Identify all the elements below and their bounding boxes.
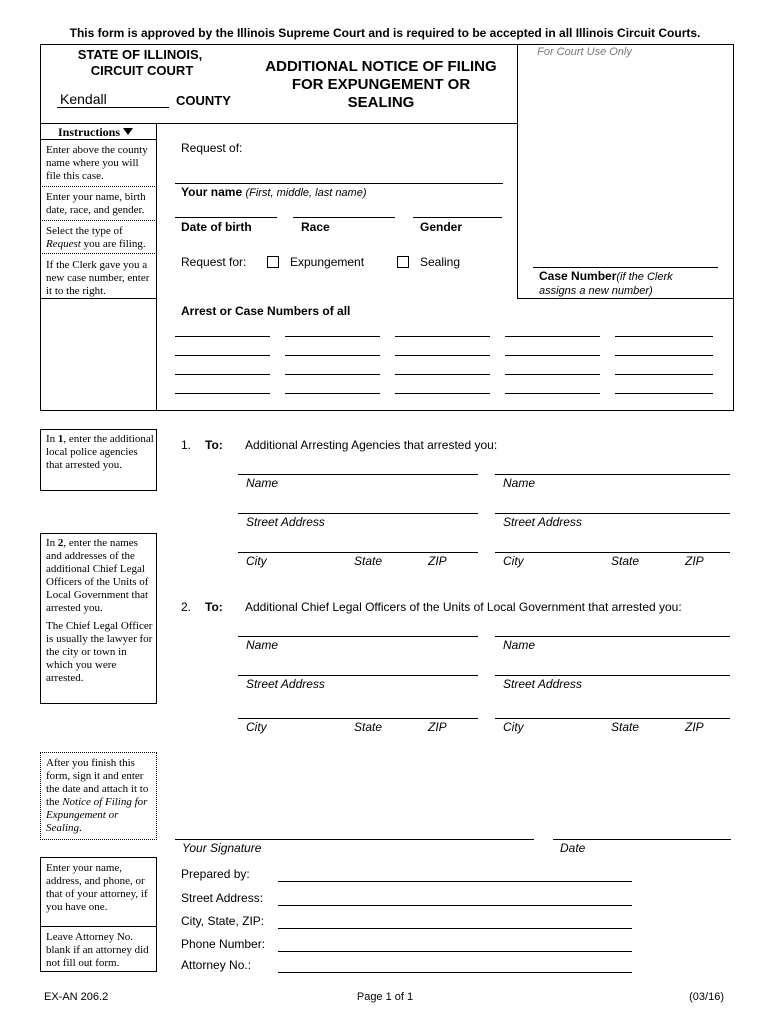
side-note-2-text: In 2, enter the names and addresses of the additional Chief Legal Officers of the Units of Local Government that arrested you. The Chief Legal Officer is usually the lawyer for the city or town in which you were arrested. bbox=[46, 537, 153, 684]
s1-right-name-field[interactable] bbox=[495, 474, 730, 475]
arrest-number-field[interactable] bbox=[615, 374, 713, 375]
frame-bottom-rule bbox=[40, 410, 734, 411]
request-of-underline bbox=[175, 183, 503, 184]
instruction-request-type: Select the type of Request you are filing. bbox=[46, 225, 146, 250]
instructions-bottom-rule bbox=[40, 298, 157, 299]
section-1-to: To: bbox=[205, 438, 223, 452]
dob-underline bbox=[175, 217, 277, 218]
s2-right-city-field[interactable] bbox=[495, 718, 730, 719]
arrest-numbers-label: Arrest or Case Numbers of all bbox=[181, 304, 351, 318]
s1-left-name-field[interactable] bbox=[238, 474, 478, 475]
state-label: STATE OF ILLINOIS, bbox=[77, 47, 203, 62]
section-2-to: To: bbox=[205, 600, 223, 614]
prepared-attorney-label: Attorney No.: bbox=[181, 958, 252, 972]
gender-underline bbox=[413, 217, 502, 218]
case-number-hint: assigns a new number) bbox=[539, 285, 653, 297]
s2-left-street-label: Street Address bbox=[246, 677, 325, 691]
arrest-number-field[interactable] bbox=[505, 336, 600, 337]
your-name-label: Your name (First, middle, last name) bbox=[181, 185, 367, 199]
section-2-heading: Additional Chief Legal Officers of the Units of Local Government that arrested you: bbox=[245, 600, 682, 614]
instruction-county: Enter above the county name where you will file this case. bbox=[46, 144, 148, 182]
court-use-label: For Court Use Only bbox=[537, 46, 632, 58]
prepared-street-label: Street Address: bbox=[181, 891, 264, 905]
s2-right-street-label: Street Address bbox=[503, 677, 582, 691]
arrest-number-field[interactable] bbox=[395, 355, 490, 356]
s1-right-state-label: State bbox=[611, 554, 640, 568]
prepared-by-field[interactable] bbox=[278, 881, 632, 882]
case-number-underline bbox=[533, 267, 718, 268]
s2-right-zip-label: ZIP bbox=[685, 720, 704, 734]
prepared-attorney-field[interactable] bbox=[278, 972, 632, 973]
arrest-number-field[interactable] bbox=[175, 374, 270, 375]
county-label: COUNTY bbox=[176, 93, 231, 108]
date-label: Date bbox=[560, 841, 586, 855]
arrest-number-field[interactable] bbox=[395, 374, 490, 375]
instructions-heading-rule bbox=[40, 139, 157, 140]
s1-left-city-field[interactable] bbox=[238, 552, 478, 553]
prepared-street-field[interactable] bbox=[278, 905, 632, 906]
race-label: Race bbox=[301, 220, 330, 234]
arrest-number-field[interactable] bbox=[285, 336, 380, 337]
s1-right-city-field[interactable] bbox=[495, 552, 730, 553]
s1-left-street-field[interactable] bbox=[238, 513, 478, 514]
section-2-number: 2. bbox=[181, 600, 192, 614]
prepared-city-label: City, State, ZIP: bbox=[181, 914, 265, 928]
arrest-number-field[interactable] bbox=[615, 393, 713, 394]
arrest-number-field[interactable] bbox=[285, 374, 380, 375]
gender-label: Gender bbox=[420, 220, 463, 234]
s2-right-city-label: City bbox=[503, 720, 524, 734]
instructions-heading: Instructions bbox=[58, 125, 133, 140]
side-note-4-5-divider bbox=[40, 926, 157, 927]
header-bottom-rule bbox=[40, 123, 518, 124]
s1-left-zip-label: ZIP bbox=[428, 554, 447, 568]
s1-left-city-label: City bbox=[246, 554, 267, 568]
side-note-3-text: After you finish this form, sign it and enter the date and attach it to the Notice of Filing for Expungement or Sealing. bbox=[46, 757, 149, 834]
s2-right-state-label: State bbox=[611, 720, 640, 734]
arrest-number-field[interactable] bbox=[285, 393, 380, 394]
arrest-number-field[interactable] bbox=[175, 336, 270, 337]
frame-right-rule bbox=[733, 44, 734, 410]
prepared-city-field[interactable] bbox=[278, 928, 632, 929]
caret-down-icon bbox=[123, 128, 133, 135]
s2-left-zip-label: ZIP bbox=[428, 720, 447, 734]
s1-right-name-label: Name bbox=[503, 476, 536, 490]
s2-right-name-label: Name bbox=[503, 638, 536, 652]
s2-left-city-label: City bbox=[246, 720, 267, 734]
side-note-5-text: Leave Attorney No. blank if an attorney did not fill out form. bbox=[46, 931, 149, 969]
arrest-number-field[interactable] bbox=[175, 355, 270, 356]
s1-left-state-label: State bbox=[354, 554, 383, 568]
instructions-divider bbox=[156, 123, 157, 410]
instruction-sep-2 bbox=[40, 220, 157, 221]
expungement-checkbox[interactable] bbox=[267, 256, 279, 268]
court-use-bottom-rule bbox=[517, 298, 734, 299]
request-for-label: Request for: bbox=[181, 255, 247, 269]
form-id: EX-AN 206.2 bbox=[44, 991, 109, 1003]
arrest-number-field[interactable] bbox=[395, 393, 490, 394]
frame-left-rule bbox=[40, 44, 41, 410]
s1-left-name-label: Name bbox=[246, 476, 279, 490]
prepared-phone-field[interactable] bbox=[278, 951, 632, 952]
arrest-number-field[interactable] bbox=[505, 355, 600, 356]
s1-left-street-label: Street Address bbox=[246, 515, 325, 529]
county-name-field[interactable]: Kendall bbox=[60, 91, 107, 107]
arrest-number-field[interactable] bbox=[615, 355, 713, 356]
s2-right-name-field[interactable] bbox=[495, 636, 730, 637]
approval-notice: This form is approved by the Illinois Supreme Court and is required to be accepted in all Illinois Circuit Courts. bbox=[69, 26, 701, 40]
s2-left-name-field[interactable] bbox=[238, 636, 478, 637]
section-1-number: 1. bbox=[181, 438, 192, 452]
arrest-number-field[interactable] bbox=[395, 336, 490, 337]
signature-label: Your Signature bbox=[182, 841, 262, 855]
s2-left-street-field[interactable] bbox=[238, 675, 478, 676]
instruction-sep-3 bbox=[40, 253, 157, 254]
arrest-number-field[interactable] bbox=[175, 393, 270, 394]
case-number-label: Case Number(if the Clerk bbox=[539, 269, 673, 283]
county-underline bbox=[57, 107, 169, 108]
arrest-number-field[interactable] bbox=[505, 374, 600, 375]
section-1-heading: Additional Arresting Agencies that arrested you: bbox=[245, 438, 498, 452]
s2-right-street-field[interactable] bbox=[495, 675, 730, 676]
s1-right-street-field[interactable] bbox=[495, 513, 730, 514]
side-note-1-text: In 1, enter the additional local police agencies that arrested you. bbox=[46, 433, 154, 471]
race-underline bbox=[293, 217, 395, 218]
sealing-checkbox[interactable] bbox=[397, 256, 409, 268]
signature-field[interactable] bbox=[175, 839, 534, 840]
dob-label: Date of birth bbox=[181, 220, 252, 234]
instruction-case-number: If the Clerk gave you a new case number, enter it to the right. bbox=[46, 259, 150, 297]
side-note-4-text: Enter your name, address, and phone, or that of your attorney, if you have one. bbox=[46, 862, 148, 913]
form-title: ADDITIONAL NOTICE OF FILING FOR EXPUNGEMENT OR SEALING bbox=[265, 58, 497, 111]
instruction-sep-1 bbox=[40, 186, 157, 187]
instruction-name: Enter your name, birth date, race, and gender. bbox=[46, 191, 146, 216]
s1-right-street-label: Street Address bbox=[503, 515, 582, 529]
arrest-number-field[interactable] bbox=[615, 336, 713, 337]
header-top-rule bbox=[40, 44, 734, 45]
expungement-label: Expungement bbox=[290, 255, 365, 269]
circuit-court-label-text: CIRCUIT COURT bbox=[90, 63, 194, 78]
request-of-label: Request of: bbox=[181, 141, 243, 155]
page-number: Page 1 of 1 bbox=[356, 991, 414, 1003]
sealing-label: Sealing bbox=[420, 255, 461, 269]
s1-right-zip-label: ZIP bbox=[685, 554, 704, 568]
date-field[interactable] bbox=[553, 839, 731, 840]
prepared-phone-label: Phone Number: bbox=[181, 937, 266, 951]
s1-right-city-label: City bbox=[503, 554, 524, 568]
s2-left-name-label: Name bbox=[246, 638, 279, 652]
form-version: (03/16) bbox=[689, 991, 724, 1003]
arrest-number-field[interactable] bbox=[505, 393, 600, 394]
arrest-number-field[interactable] bbox=[285, 355, 380, 356]
s2-left-city-field[interactable] bbox=[238, 718, 478, 719]
prepared-by-label: Prepared by: bbox=[181, 867, 250, 881]
s2-left-state-label: State bbox=[354, 720, 383, 734]
